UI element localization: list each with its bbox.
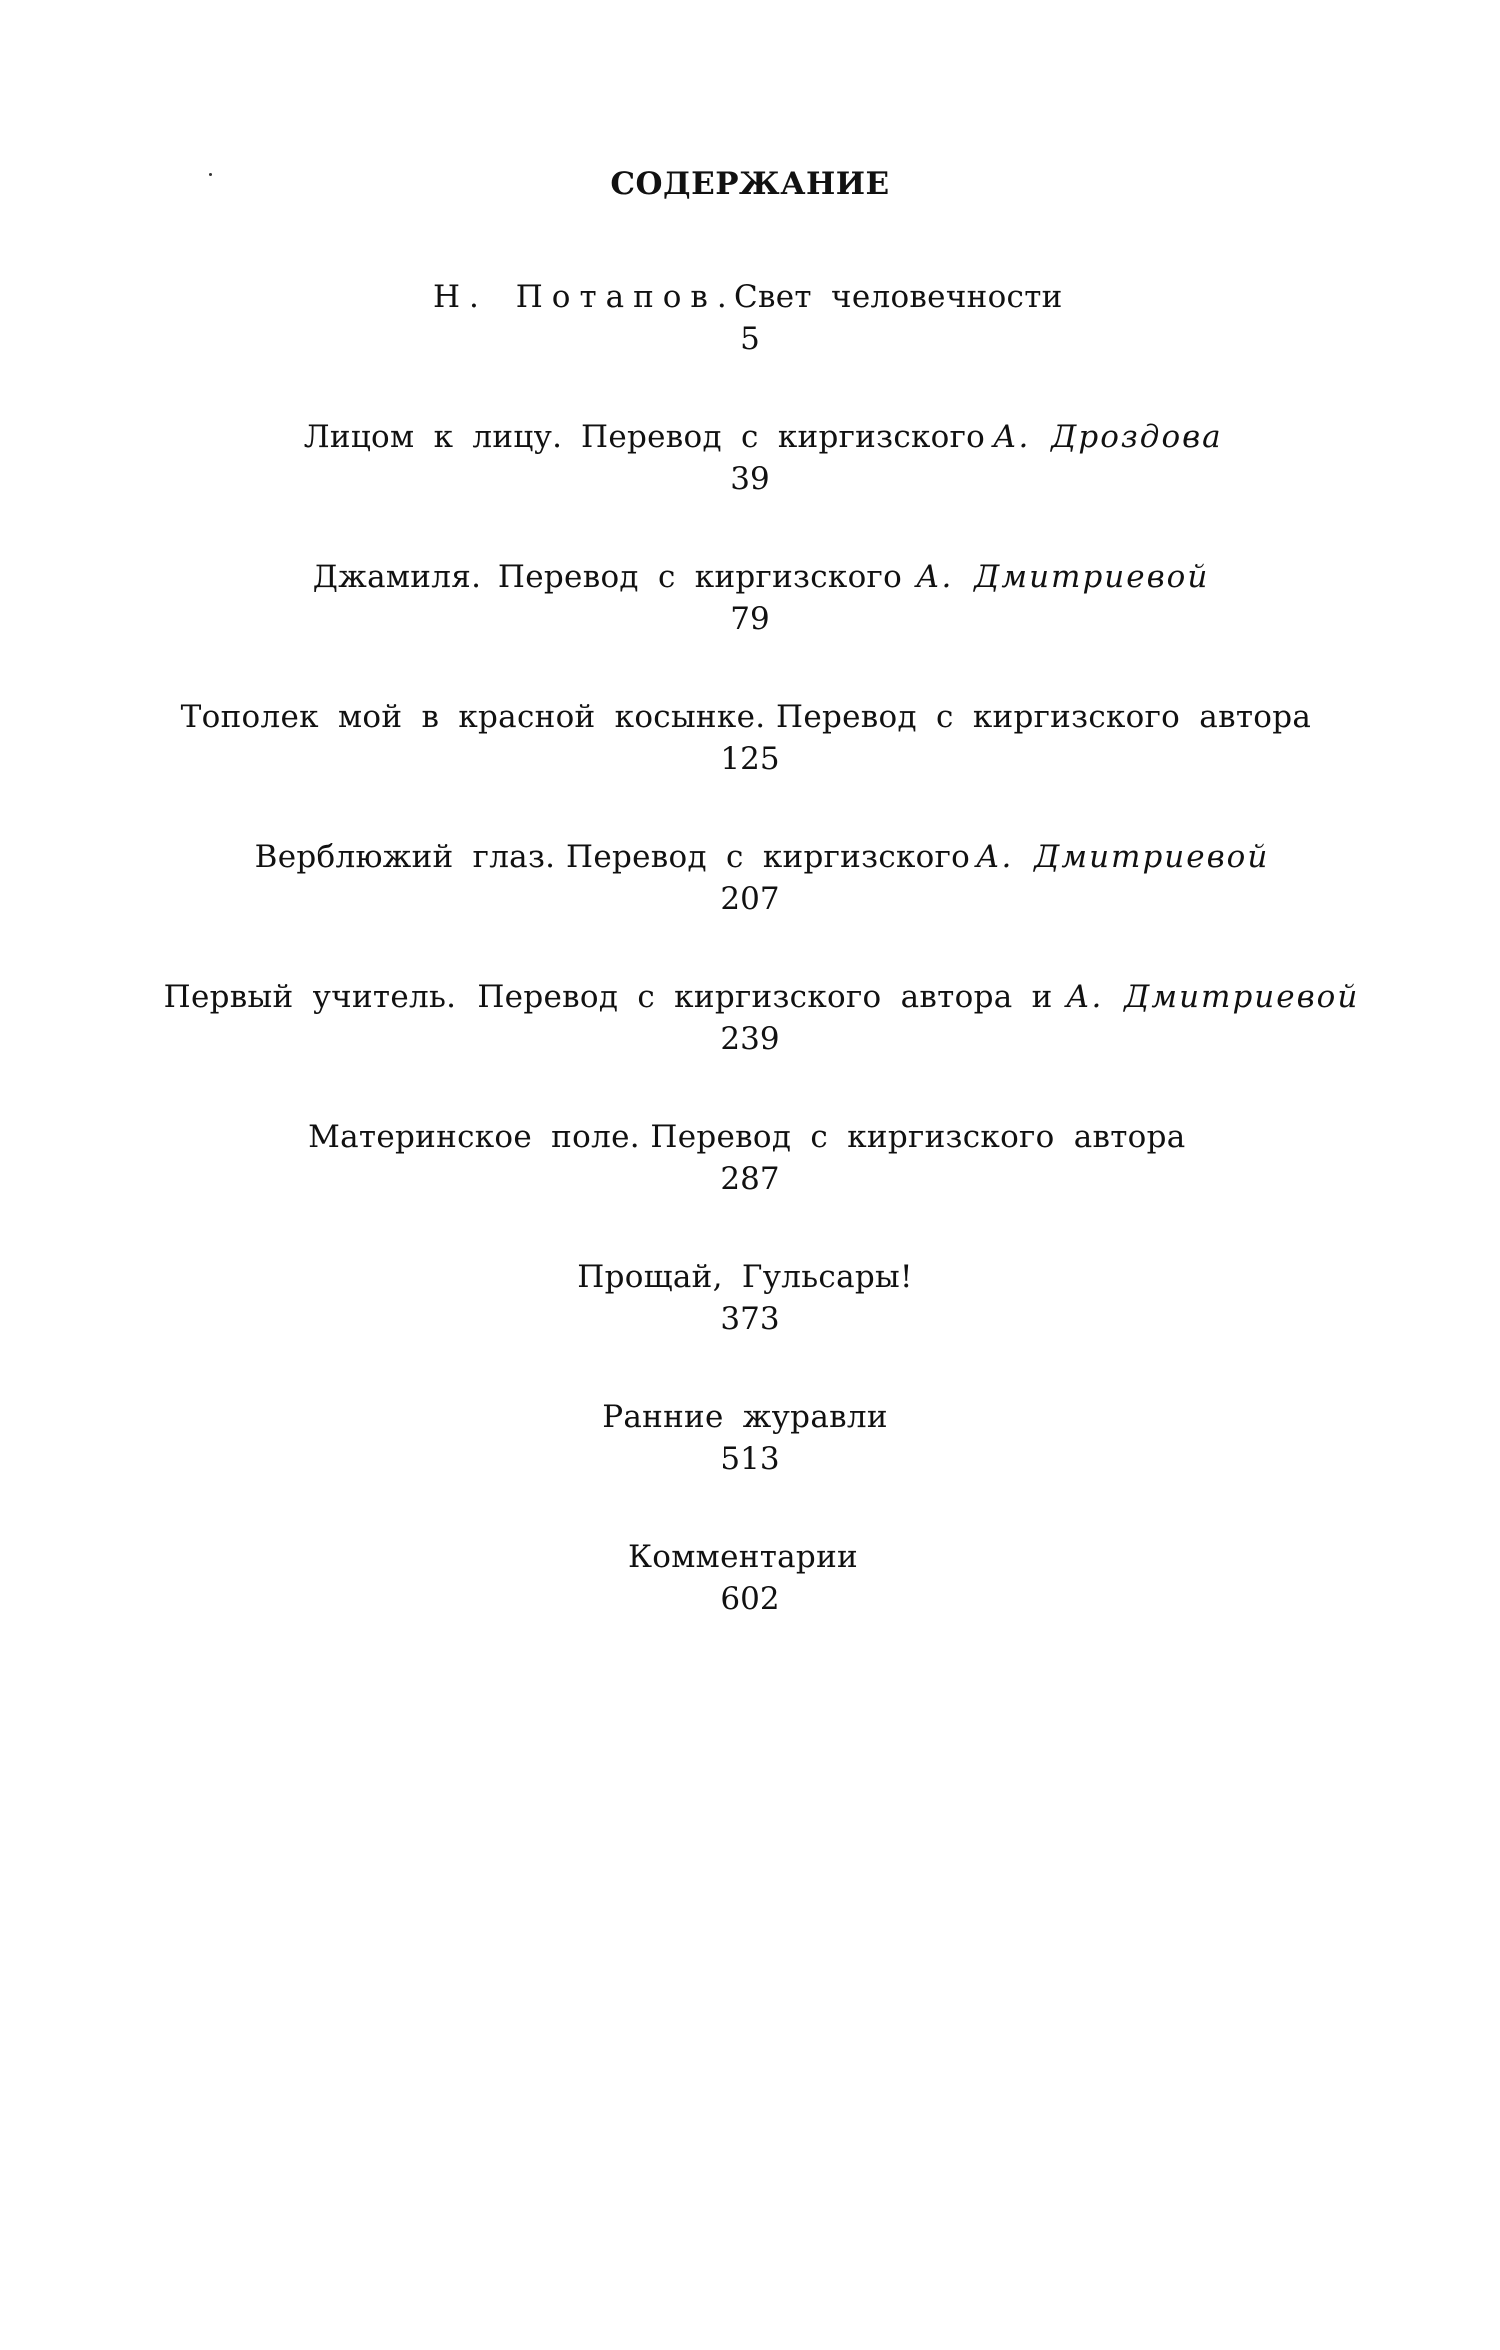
- entry-note: Перевод с киргизского автора: [776, 699, 1312, 735]
- entry-page-number: 125: [720, 741, 780, 777]
- entry-translator: А. Дмитриевой: [976, 839, 1270, 875]
- entry-note: Перевод с киргизского автора: [650, 1119, 1186, 1155]
- toc-entry: [0, 1536, 1500, 1620]
- toc-entry: [0, 1116, 1500, 1200]
- toc-heading: СОДЕРЖАНИЕ: [610, 166, 890, 202]
- entry-page-number: 373: [720, 1301, 780, 1337]
- entry-title: Ранние журавли: [602, 1399, 888, 1435]
- toc-entry: [0, 976, 1500, 1060]
- entry-title: Верблюжий глаз.: [254, 839, 556, 875]
- entry-line: [0, 276, 1500, 318]
- entry-line: [0, 1116, 1500, 1158]
- entry-page-number: 239: [720, 1021, 780, 1057]
- entry-page-number: 5: [740, 321, 760, 357]
- entry-note: Перевод с киргизского: [497, 559, 903, 595]
- toc-entry: [0, 1256, 1500, 1340]
- toc-entry: [0, 1396, 1500, 1480]
- entry-title: Комментарии: [628, 1539, 858, 1575]
- entry-line: [0, 1536, 1500, 1578]
- entry-title: Свет человечности: [734, 279, 1063, 315]
- entry-line: [0, 836, 1500, 878]
- entry-title: Прощай, Гульсары!: [577, 1259, 913, 1295]
- entry-page-number: 513: [720, 1441, 780, 1477]
- entry-title: Лицом к лицу.: [303, 419, 563, 455]
- entry-page-number: 207: [720, 881, 780, 917]
- entry-line: [0, 696, 1500, 738]
- entry-translator: А. Дроздова: [993, 419, 1223, 455]
- toc-entry: [0, 556, 1500, 640]
- entry-page-number: 79: [730, 601, 770, 637]
- entry-note: Перевод с киргизского: [581, 419, 986, 455]
- entry-title: Тополек мой в красной косынке.: [180, 699, 766, 735]
- entry-line: [0, 1256, 1500, 1298]
- entry-translator: А. Дмитриевой: [1066, 979, 1360, 1015]
- entry-translator: А. Дмитриевой: [916, 559, 1210, 595]
- toc-entry: [0, 836, 1500, 920]
- entry-line: [0, 416, 1500, 458]
- entry-note: Перевод с киргизского: [566, 839, 971, 875]
- entry-title: Джамиля.: [312, 559, 482, 595]
- toc-entry: [0, 276, 1500, 360]
- entry-line: [0, 1396, 1500, 1438]
- entry-page-number: 39: [730, 461, 770, 497]
- entry-author: Н. Потапов.: [433, 279, 736, 315]
- entry-title: Первый учитель.: [163, 979, 457, 1015]
- entry-page-number: 287: [720, 1161, 780, 1197]
- entry-title: Материнское поле.: [308, 1119, 640, 1155]
- toc-entry: [0, 696, 1500, 780]
- toc-entry: [0, 416, 1500, 500]
- entry-line: [0, 556, 1500, 598]
- entry-page-number: 602: [720, 1581, 780, 1617]
- entry-note: Перевод с киргизского автора и: [477, 979, 1053, 1015]
- entry-line: [0, 976, 1500, 1018]
